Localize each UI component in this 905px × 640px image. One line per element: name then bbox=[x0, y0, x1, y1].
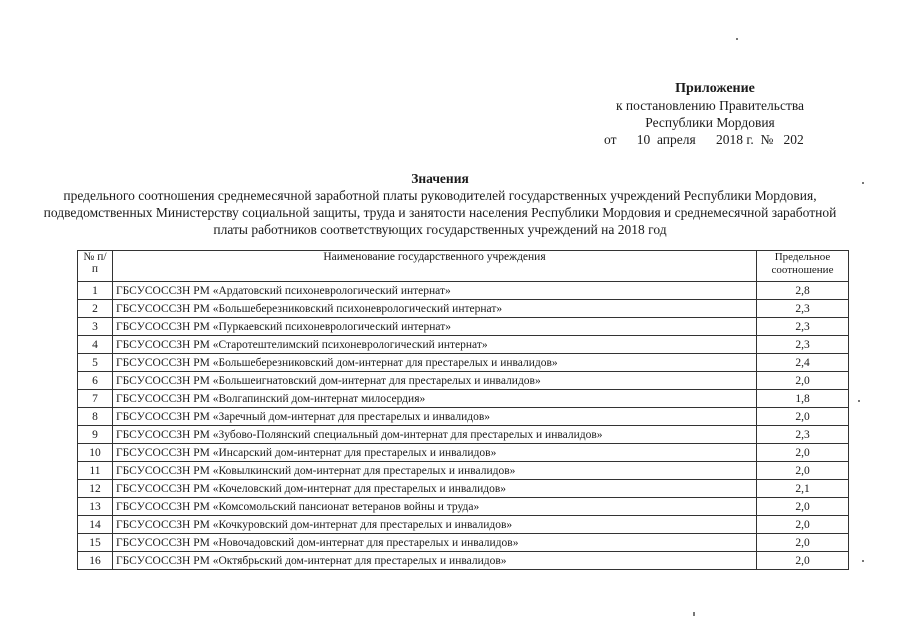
appendix-header bbox=[560, 80, 860, 148]
ratio-table bbox=[77, 250, 849, 570]
row-number: 13 bbox=[78, 498, 113, 516]
row-number: 2 bbox=[78, 300, 113, 318]
scan-speck bbox=[862, 182, 864, 184]
row-number: 10 bbox=[78, 444, 113, 462]
row-name: ГБСУСОССЗН РМ «Волгапинский дом-интернат милосердия» bbox=[113, 390, 757, 408]
row-name: ГБСУСОССЗН РМ «Зубово-Полянский специальный дом-интернат для престарелых и инвалидов» bbox=[113, 426, 757, 444]
scan-speck bbox=[862, 560, 864, 562]
header-num: № п/п bbox=[78, 251, 113, 282]
row-number: 1 bbox=[78, 282, 113, 300]
table-row bbox=[78, 426, 849, 444]
row-name: ГБСУСОССЗН РМ «Большеберезниковский психоневрологический интернат» bbox=[113, 300, 757, 318]
row-value: 2,4 bbox=[757, 354, 849, 372]
row-number: 6 bbox=[78, 372, 113, 390]
row-number: 12 bbox=[78, 480, 113, 498]
table-row bbox=[78, 498, 849, 516]
row-number: 8 bbox=[78, 408, 113, 426]
row-name: ГБСУСОССЗН РМ «Новочадовский дом-интернат для престарелых и инвалидов» bbox=[113, 534, 757, 552]
document-subtitle: предельного соотношения среднемесячной заработной платы руководителей государственных учреждений Республики Мордовия, подведомственных Министерству социальной защиты, труда и занятости населения Республики Мордовия и среднемесячной заработной платы работников соответствующих государственных учреждений на 2018 год bbox=[43, 188, 837, 237]
table-row bbox=[78, 552, 849, 570]
row-number: 16 bbox=[78, 552, 113, 570]
table-row bbox=[78, 354, 849, 372]
scan-speck bbox=[693, 612, 695, 616]
row-value: 2,0 bbox=[757, 498, 849, 516]
row-value: 2,0 bbox=[757, 462, 849, 480]
row-name: ГБСУСОССЗН РМ «Ковылкинский дом-интернат для престарелых и инвалидов» bbox=[113, 462, 757, 480]
row-name: ГБСУСОССЗН РМ «Кочкуровский дом-интернат для престарелых и инвалидов» bbox=[113, 516, 757, 534]
row-value: 2,0 bbox=[757, 444, 849, 462]
row-value: 2,1 bbox=[757, 480, 849, 498]
header-name: Наименование государственного учреждения bbox=[113, 251, 757, 282]
table-row bbox=[78, 390, 849, 408]
row-value: 2,0 bbox=[757, 516, 849, 534]
row-value: 1,8 bbox=[757, 390, 849, 408]
row-name: ГБСУСОССЗН РМ «Инсарский дом-интернат для престарелых и инвалидов» bbox=[113, 444, 757, 462]
table-row bbox=[78, 318, 849, 336]
table-row bbox=[78, 408, 849, 426]
row-value: 2,0 bbox=[757, 534, 849, 552]
row-value: 2,0 bbox=[757, 372, 849, 390]
table-row bbox=[78, 462, 849, 480]
row-number: 14 bbox=[78, 516, 113, 534]
scan-speck bbox=[736, 38, 738, 40]
table-row bbox=[78, 372, 849, 390]
table-row bbox=[78, 336, 849, 354]
document-title: Значения bbox=[411, 171, 469, 186]
row-value: 2,3 bbox=[757, 336, 849, 354]
table-row bbox=[78, 282, 849, 300]
table-row bbox=[78, 480, 849, 498]
row-value: 2,3 bbox=[757, 300, 849, 318]
scan-speck bbox=[858, 400, 860, 402]
row-name: ГБСУСОССЗН РМ «Старотештелимский психоневрологический интернат» bbox=[113, 336, 757, 354]
row-number: 7 bbox=[78, 390, 113, 408]
appendix-line-1: к постановлению Правительства bbox=[615, 98, 805, 113]
table-row bbox=[78, 444, 849, 462]
row-name: ГБСУСОССЗН РМ «Заречный дом-интернат для престарелых и инвалидов» bbox=[113, 408, 757, 426]
row-name: ГБСУСОССЗН РМ «Кочеловский дом-интернат для престарелых и инвалидов» bbox=[113, 480, 757, 498]
row-name: ГБСУСОССЗН РМ «Ардатовский психоневрологический интернат» bbox=[113, 282, 757, 300]
row-value: 2,8 bbox=[757, 282, 849, 300]
appendix-line-2: Республики Мордовия bbox=[645, 115, 775, 130]
row-value: 2,0 bbox=[757, 408, 849, 426]
document-title-block bbox=[40, 170, 840, 238]
appendix-title: Приложение bbox=[675, 81, 755, 96]
row-number: 9 bbox=[78, 426, 113, 444]
table-row bbox=[78, 534, 849, 552]
header-ratio: Предельное соотношение bbox=[757, 251, 849, 282]
row-name: ГБСУСОССЗН РМ «Комсомольский пансионат ветеранов войны и труда» bbox=[113, 498, 757, 516]
row-value: 2,3 bbox=[757, 426, 849, 444]
row-number: 5 bbox=[78, 354, 113, 372]
appendix-date: от 10 апреля 2018 г. № 202 bbox=[604, 132, 804, 147]
row-number: 15 bbox=[78, 534, 113, 552]
row-value: 2,0 bbox=[757, 552, 849, 570]
row-name: ГБСУСОССЗН РМ «Октябрьский дом-интернат для престарелых и инвалидов» bbox=[113, 552, 757, 570]
row-number: 3 bbox=[78, 318, 113, 336]
row-number: 11 bbox=[78, 462, 113, 480]
table-header-row bbox=[78, 251, 849, 282]
table-row bbox=[78, 516, 849, 534]
row-name: ГБСУСОССЗН РМ «Большеигнатовский дом-интернат для престарелых и инвалидов» bbox=[113, 372, 757, 390]
row-name: ГБСУСОССЗН РМ «Пуркаевский психоневрологический интернат» bbox=[113, 318, 757, 336]
row-value: 2,3 bbox=[757, 318, 849, 336]
table-row bbox=[78, 300, 849, 318]
row-name: ГБСУСОССЗН РМ «Большеберезниковский дом-интернат для престарелых и инвалидов» bbox=[113, 354, 757, 372]
row-number: 4 bbox=[78, 336, 113, 354]
